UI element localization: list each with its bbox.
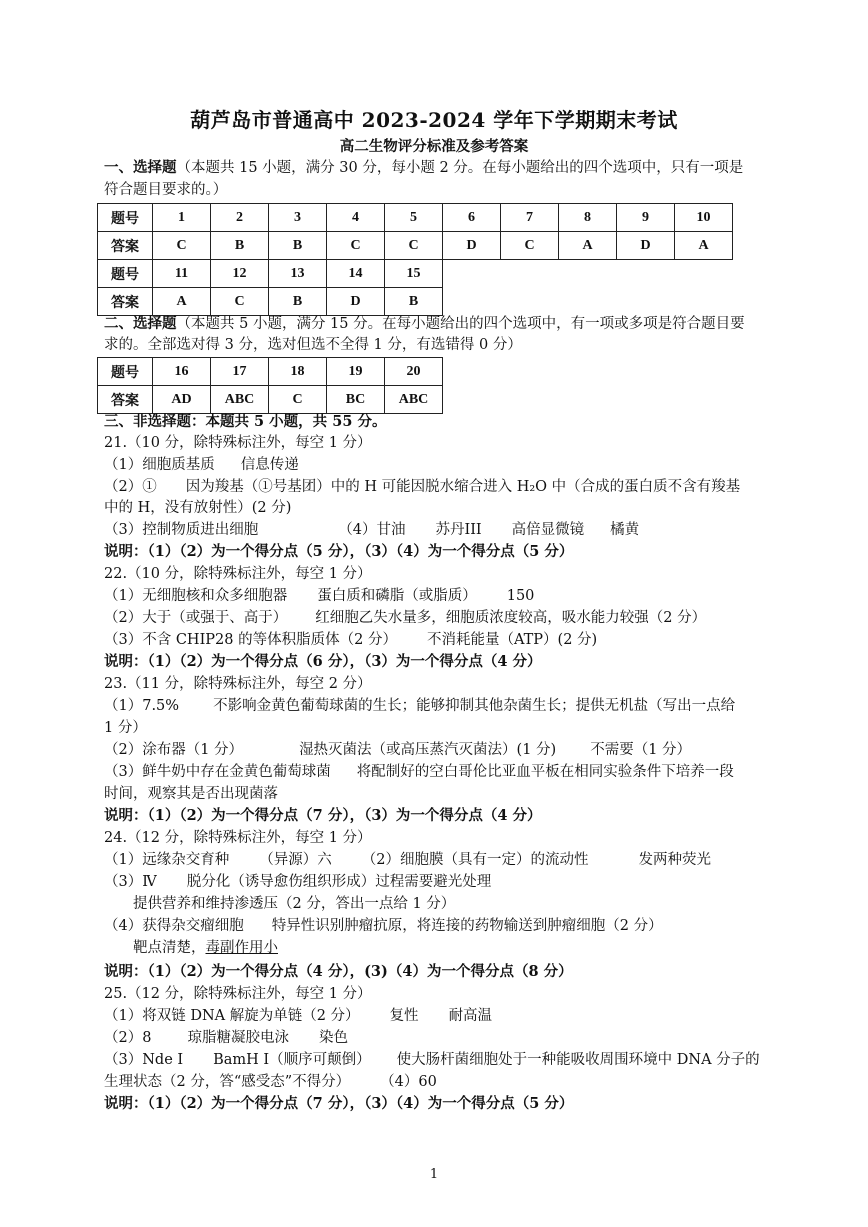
question-number: 2 — [211, 204, 269, 232]
answer-cell: C — [211, 288, 269, 316]
q24-line-5 — [133, 938, 278, 958]
q24-answer: 特异性识别肿瘤抗原，将连接的药物输送到肿瘤细胞（2 分） — [271, 918, 663, 934]
q22-answer: 150 — [506, 588, 535, 604]
section3-heading: 三、非选择题：本题共 5 小题，共 55 分。 — [104, 413, 387, 430]
q24-answer: 发两种荧光 — [638, 852, 711, 868]
question-number: 7 — [501, 204, 559, 232]
table-row — [98, 204, 733, 232]
question-number: 10 — [675, 204, 733, 232]
answer-cell: B — [269, 288, 327, 316]
answer-cell: AD — [153, 386, 211, 414]
q24-answer: 靶点清楚， — [133, 940, 206, 956]
answer-cell: ABC — [385, 386, 443, 414]
page-number: 1 — [429, 1167, 439, 1182]
section1-answer-table-1 — [97, 203, 733, 260]
q21-scoring-note: 说明：（1）（2）为一个得分点（5 分），（3）（4）为一个得分点（5 分） — [104, 543, 574, 560]
question-number: 18 — [269, 358, 327, 386]
q25-line-3 — [104, 1050, 760, 1070]
q22-answer: （3）不含 CHIP28 的等体积脂质体（2 分） — [104, 632, 397, 648]
row-label-question: 题号 — [98, 204, 153, 232]
q25-answer: （2）8 — [104, 1030, 152, 1046]
question-number: 1 — [153, 204, 211, 232]
q23-answer: 不需要（1 分） — [590, 742, 692, 758]
row-label-question: 题号 — [98, 260, 153, 288]
q25-answer: 耐高温 — [448, 1008, 493, 1024]
q25-header: 25.（12 分，除特殊标注外，每空 1 分） — [104, 986, 372, 1002]
question-number: 14 — [327, 260, 385, 288]
q25-answer: BamH I（顺序可颠倒） — [213, 1052, 371, 1068]
q21-answer: 橘黄 — [610, 522, 640, 538]
q24-line-1 — [104, 850, 711, 870]
q23-answer: （1）7.5% — [104, 698, 180, 714]
q21-line-2: （2）① 因为羧基（①号基团）中的 H 可能因脱水缩合进入 H₂O 中（合成的蛋白质不含有羧基 — [104, 479, 741, 495]
answer-cell: C — [501, 232, 559, 260]
q25-answer: 复性 — [389, 1008, 419, 1024]
answer-cell: B — [211, 232, 269, 260]
answer-cell: C — [153, 232, 211, 260]
question-number: 20 — [385, 358, 443, 386]
q21-answer: （4）甘油 — [338, 522, 406, 538]
q22-answer: 蛋白质和磷脂（或脂质） — [317, 588, 477, 604]
question-number: 19 — [327, 358, 385, 386]
row-label-answer: 答案 — [98, 288, 153, 316]
q23-scoring-note: 说明：（1）（2）为一个得分点（7 分），（3）为一个得分点（4 分） — [104, 807, 542, 824]
q21-line-1 — [104, 455, 299, 475]
q21-answer: 苏丹III — [435, 522, 482, 538]
q24-answer: （异源）六 — [259, 852, 332, 868]
q22-line-3 — [104, 630, 597, 650]
q24-answer: 脱分化（诱导愈伤组织形成）过程需要避光处理 — [186, 874, 492, 890]
q22-answer: （2）大于（或强于、高于） — [104, 610, 288, 626]
q21-answer: （1）细胞质基质 — [104, 457, 215, 473]
q25-line-1 — [104, 1006, 492, 1026]
section2-intro — [104, 314, 745, 334]
section2-desc-1: （本题共 5 小题，满分 15 分。在每小题给出的四个选项中，有一项或多项是符合题目要 — [176, 316, 745, 332]
question-number: 13 — [269, 260, 327, 288]
q24-line-4 — [104, 916, 663, 936]
q24-answer: （2）细胞膜（具有一定）的流动性 — [361, 852, 589, 868]
q22-answer: （1）无细胞核和众多细胞器 — [104, 588, 288, 604]
q25-answer: 使大肠杆菌细胞处于一种能吸收周围环境中 DNA 分子的 — [396, 1052, 760, 1068]
answer-cell: C — [385, 232, 443, 260]
q25-answer: 生理状态（2 分，答“感受态”不得分） — [104, 1074, 351, 1090]
q23-answer: 将配制好的空白哥伦比亚血平板在相同实验条件下培养一段 — [356, 764, 734, 780]
section2-answer-table — [97, 357, 443, 414]
answer-cell: ABC — [211, 386, 269, 414]
q24-header: 24.（12 分，除特殊标注外，每空 1 分） — [104, 830, 372, 846]
q23-answer: （2）涂布器（1 分） — [104, 742, 244, 758]
table-row — [98, 288, 443, 316]
table-row — [98, 260, 443, 288]
q21-line-4 — [104, 520, 639, 540]
q24-line-3: 提供营养和维持渗透压（2 分，答出一点给 1 分） — [133, 896, 456, 912]
q22-header: 22.（10 分，除特殊标注外，每空 1 分） — [104, 566, 372, 582]
q22-line-1 — [104, 586, 534, 606]
q22-line-2 — [104, 608, 706, 628]
question-number: 17 — [211, 358, 269, 386]
q21-answer: （3）控制物质进出细胞 — [104, 522, 259, 538]
question-number: 15 — [385, 260, 443, 288]
q24-answer: （1）远缘杂交育种 — [104, 852, 230, 868]
q24-answer-underlined: 毒副作用小 — [205, 940, 278, 956]
question-number: 3 — [269, 204, 327, 232]
q25-answer: （3）Nde I — [104, 1052, 184, 1068]
q24-scoring-note: 说明：（1）（2）为一个得分点（4 分），(3)（4）为一个得分点（8 分） — [104, 963, 573, 980]
question-number: 12 — [211, 260, 269, 288]
q21-answer: 信息传递 — [240, 457, 299, 473]
row-label-question: 题号 — [98, 358, 153, 386]
q25-line-2 — [104, 1028, 348, 1048]
q25-answer: （1）将双链 DNA 解旋为单链（2 分） — [104, 1008, 360, 1024]
q25-line-4 — [104, 1072, 437, 1092]
q21-header: 21.（10 分，除特殊标注外，每空 1 分） — [104, 435, 372, 451]
q22-answer: 红细胞乙失水量多，细胞质浓度较高，吸水能力较强（2 分） — [315, 610, 707, 626]
answer-cell: C — [269, 386, 327, 414]
table-row — [98, 232, 733, 260]
answer-cell: BC — [327, 386, 385, 414]
question-number: 8 — [559, 204, 617, 232]
question-number: 11 — [153, 260, 211, 288]
q22-answer: 不消耗能量（ATP）(2 分) — [426, 632, 598, 648]
answer-cell: A — [559, 232, 617, 260]
section1-intro — [104, 158, 743, 178]
answer-cell: C — [327, 232, 385, 260]
q23-line-1 — [104, 696, 735, 716]
q24-line-2 — [104, 872, 491, 892]
section2-desc-2: 求的。全部选对得 3 分，选对但选不全得 1 分，有选错得 0 分） — [104, 337, 522, 353]
answer-cell: D — [617, 232, 675, 260]
answer-cell: D — [443, 232, 501, 260]
row-label-answer: 答案 — [98, 386, 153, 414]
q24-answer: （4）获得杂交瘤细胞 — [104, 918, 244, 934]
q25-scoring-note: 说明：（1）（2）为一个得分点（7 分），（3）（4）为一个得分点（5 分） — [104, 1095, 574, 1112]
section1-answer-table-2 — [97, 259, 443, 316]
q23-answer: （3）鲜牛奶中存在金黄色葡萄球菌 — [104, 764, 331, 780]
q23-line-5: 时间，观察其是否出现菌落 — [104, 786, 278, 802]
question-number: 16 — [153, 358, 211, 386]
question-number: 6 — [443, 204, 501, 232]
section2-heading: 二、选择题 — [104, 315, 177, 332]
q23-answer: 湿热灭菌法（或高压蒸汽灭菌法）(1 分) — [299, 742, 557, 758]
q23-answer: 不影响金黄色葡萄球菌的生长；能够抑制其他杂菌生长；提供无机盐（写出一点给 — [213, 698, 736, 714]
q24-answer: （3）Ⅳ — [104, 874, 157, 890]
question-number: 4 — [327, 204, 385, 232]
question-number: 5 — [385, 204, 443, 232]
answer-cell: B — [269, 232, 327, 260]
row-label-answer: 答案 — [98, 232, 153, 260]
q21-answer: 高倍显微镜 — [511, 522, 585, 538]
answer-cell: B — [385, 288, 443, 316]
q23-line-3 — [104, 740, 691, 760]
question-number: 9 — [617, 204, 675, 232]
q21-line-3: 中的 H，没有放射性）(2 分) — [104, 500, 292, 516]
q25-answer: 染色 — [318, 1030, 348, 1046]
section1-desc-1: （本题共 15 小题，满分 30 分，每小题 2 分。在每小题给出的四个选项中，只有一项是 — [176, 160, 744, 176]
q23-line-2: 1 分） — [104, 720, 147, 736]
answer-cell: D — [327, 288, 385, 316]
q25-answer: 琼脂糖凝胶电泳 — [187, 1030, 289, 1046]
section1-heading: 一、选择题 — [104, 159, 177, 176]
page-title: 葫芦岛市普通高中 2023-2024 学年下学期期末考试 — [190, 108, 678, 132]
section1-desc-2: 符合题目要求的。） — [104, 182, 228, 198]
answer-cell: A — [153, 288, 211, 316]
answer-cell: A — [675, 232, 733, 260]
q23-header: 23.（11 分，除特殊标注外，每空 2 分） — [104, 676, 372, 692]
q22-scoring-note: 说明：（1）（2）为一个得分点（6 分），（3）为一个得分点（4 分） — [104, 653, 542, 670]
table-row — [98, 386, 443, 414]
page-subtitle: 高二生物评分标准及参考答案 — [339, 138, 529, 155]
q25-answer: （4）60 — [380, 1074, 437, 1090]
table-row — [98, 358, 443, 386]
q23-line-4 — [104, 762, 734, 782]
